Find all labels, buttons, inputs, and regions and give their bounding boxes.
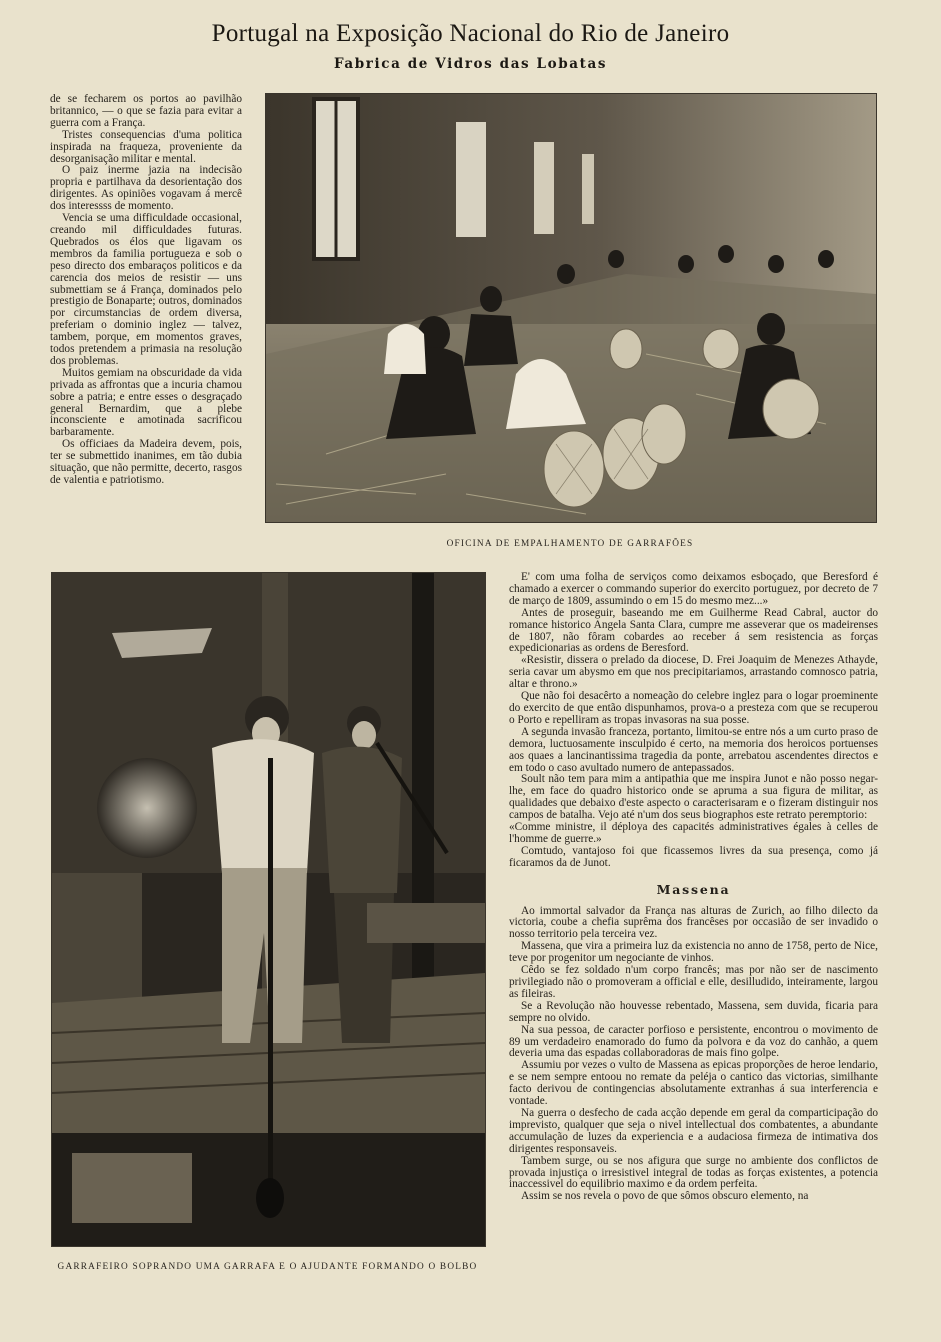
page-title: Portugal na Exposição Nacional do Rio de Janeiro bbox=[211, 20, 730, 47]
right-paragraph: Que não foi desacêrto a nomeação do celebre inglez para o logar proeminente do exercito de que então dispunhamos, prova-o a presteza com que se recuperou o Porto e repelliram as tropas invasoras na sua posse. bbox=[509, 690, 878, 726]
glassblower-photo bbox=[51, 572, 486, 1247]
left-paragraph: Muitos gemiam na obscuridade da vida privada as affrontas que a incuria chamou sobre a patria; e entre esses o desgraçado general Bernardim, que a plebe inconsciente e amotinada sacrificou barbaramente. bbox=[50, 366, 242, 439]
right-paragraph: Assim se nos revela o povo de que sômos obscuro elemento, na bbox=[521, 1190, 809, 1203]
left-paragraph: de se fecharem os portos ao pavilhão britannico, — o que se fazia para evitar a guerra com a França. bbox=[50, 93, 242, 129]
right-paragraph: Soult não tem para mim a antipathia que me inspira Junot e não posso negar-lhe, em face do quadro historico onde se apruma a sua figura de militar, as qualidades que debaixo d'este aspecto o caracterisaram e o fizeram distinguir nos campos de batalha. Vejo até n'um dos seus biographos este retrato peremptorio: bbox=[509, 773, 878, 822]
article-subtitle: Fabrica de Vidros das Lobatas bbox=[333, 56, 608, 72]
right-paragraph: Cêdo se fez soldado n'um corpo francês; mas por não ser de nascimento privilegiado não o promoveram a official e elle, desilludido, inteiramente, largou as fileiras. bbox=[509, 964, 878, 1000]
right-paragraph: Assumiu por vezes o vulto de Massena as epicas proporções de heroe lendario, e se nem sempre entoou no remate da peléja o cantico das victorias, similhante facto derivou de contingencias absolutamente extranhas á sua interferencia e vontade. bbox=[509, 1059, 878, 1108]
right-paragraph: Comtudo, vantajoso foi que ficassemos livres da sua presença, como já ficaramos da de Junot. bbox=[509, 844, 878, 869]
right-paragraph: Ao immortal salvador da França nas alturas de Zurich, ao filho dilecto da victoria, coube a chefia suprêma dos francêses por occasião de ser invadido o nosso territorio pela terceira vez. bbox=[509, 904, 878, 941]
workshop-photo-caption: OFICINA DE EMPALHAMENTO DE GARRAFÕES bbox=[446, 539, 694, 549]
right-paragraph: Antes de proseguir, baseando me em Guilherme Read Cabral, auctor do romance historico Angela Santa Clara, cumpre me asseverar que os madeirenses de 1807, não fôram cobardes ao receber á sem resistencia as forças expedicionarias as ordens de Beresford. bbox=[509, 606, 878, 655]
right-paragraph: Tambem surge, ou se nos afigura que surge no ambiente dos conflictos de provada injustiça o irresistivel integral de todas as forças existentes, a potencia inaccessivel do equilibrio maximo e da ordem perfeita. bbox=[509, 1154, 878, 1191]
left-paragraph: Tristes consequencias d'uma politica inspirada na fraqueza, proveniente da desorganisação militar e mental. bbox=[50, 128, 242, 165]
right-text-column bbox=[509, 572, 878, 1203]
right-paragraph: Massena, que vira a primeira luz da existencia no anno de 1758, perto de Nice, teve por progenitor um negociante de vinhos. bbox=[509, 940, 878, 965]
left-text-column bbox=[50, 94, 242, 487]
left-paragraph: Os officiaes da Madeira devem, pois, ter se submettido inanimes, em tão dubia situação, que não permitte, decerto, rasgos de valentia e patriotismo. bbox=[50, 438, 242, 486]
right-paragraph: Se a Revolução não houvesse rebentado, Massena, sem duvida, ficaria para sempre no olvido. bbox=[509, 999, 878, 1024]
glassblower-photo-caption: GARRAFEIRO SOPRANDO UMA GARRAFA E O AJUDANTE FORMANDO O BOLBO bbox=[57, 1262, 478, 1272]
right-paragraph: E' com uma folha de serviços como deixamos esboçado, que Beresford é chamado a exercer o commando superior do exercito portuguez, por decreto de 7 de março de 1809, assumindo o em 15 do mesmo mez...» bbox=[509, 571, 878, 607]
left-paragraph: O paiz inerme jazia na indecisão propria e partilhava da desorientação dos dirigentes. As opiniões vogavam á mercê dos interessss de momento. bbox=[50, 164, 242, 213]
workshop-photo-image bbox=[266, 94, 876, 522]
right-paragraph: A segunda invasão franceza, portanto, limitou-se entre nós a um curto praso de demora, luctuosamente insculpido é certo, na memoria dos heroicos portuenses aos quaes a lancinantissima tragedia da ponte, arrebatou ascendentes directos e em todo o caso avultado numero de antepassados. bbox=[509, 725, 878, 774]
right-paragraph: «Resistir, dissera o prelado da diocese, D. Frei Joaquim de Menezes Athayde, seria cavar um abysmo em que nos precipitariamos, arrastando comnosco patria, altar e throno.» bbox=[509, 654, 878, 691]
right-paragraph: «Comme ministre, il déploya des capacités administratives égales à celles de l'homme de guerre.» bbox=[509, 821, 878, 845]
workshop-photo bbox=[265, 93, 877, 523]
right-paragraph: Na guerra o desfecho de cada acção depende em geral da comparticipação do imprevisto, qualquer que seja o nivel intellectual dos combatentes, a abundante accumulação de luzes da experiencia e a audaciosa firmeza de intimativa dos dirigentes responsaveis. bbox=[509, 1106, 878, 1155]
glassblower-photo-image bbox=[52, 573, 485, 1246]
section-heading-massena: Massena bbox=[656, 881, 731, 897]
left-paragraph: Vencia se uma difficuldade occasional, creando mil difficuldades futuras. Quebrados os élos que ligavam os membros da familia portugueza e sob o peso directo dos embaraços politicos e da carencia dos meios de resistir — uns submettiam se á França, dominados pelo prestigio de Bonaparte; outros, dominados por circumstancias de ordem diversa, preferiam o dominio inglez — talvez, tambem, porque, em momentos graves, todos pretendem a primasia na resolução dos problemas. bbox=[50, 212, 242, 367]
right-paragraph: Na sua pessoa, de caracter porfioso e persistente, encontrou o movimento de 89 um verdadeiro enamorado do fumo da polvora e da voz do canhão, a quem deveria uma das espadas collaboradoras de mais fino golpe. bbox=[509, 1023, 878, 1060]
